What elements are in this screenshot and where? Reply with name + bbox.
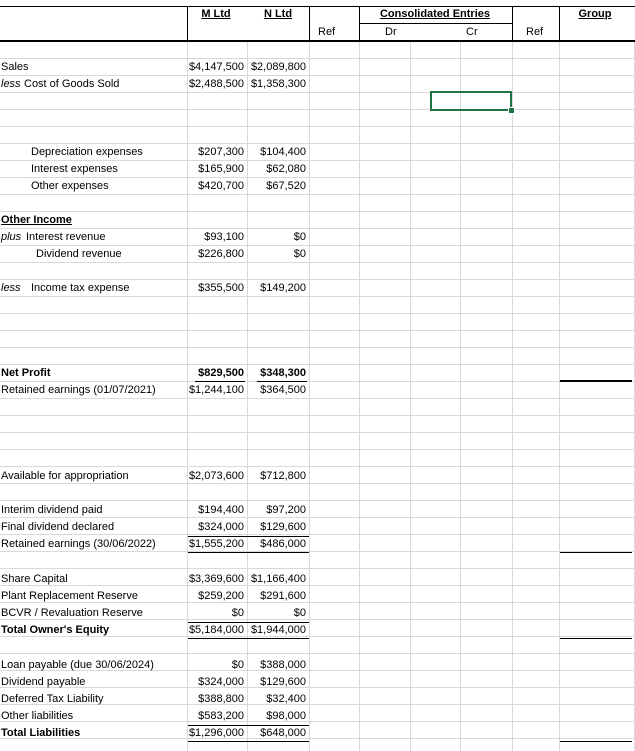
row-total-liab-label[interactable]: Total Liabilities bbox=[1, 727, 81, 739]
total-liab-bottom-border bbox=[188, 741, 309, 742]
row-total-equity-n[interactable]: $1,944,000 bbox=[250, 624, 306, 636]
row-loan-label[interactable]: Loan payable (due 30/06/2024) bbox=[1, 659, 154, 671]
row-loan-m[interactable]: $0 bbox=[231, 659, 244, 671]
total-liab-top-border bbox=[188, 725, 309, 726]
grid-row-line bbox=[0, 347, 635, 348]
grid-column-line bbox=[309, 41, 310, 751]
row-interest-rev-m[interactable]: $93,100 bbox=[204, 231, 244, 243]
fill-handle[interactable] bbox=[508, 107, 515, 114]
header-top-border bbox=[0, 6, 635, 7]
header-divider-1 bbox=[187, 6, 188, 42]
row-interest-rev-label[interactable]: Interest revenue bbox=[26, 231, 106, 243]
row-interest-exp-label[interactable]: Interest expenses bbox=[31, 163, 118, 175]
re-close-top-border bbox=[188, 536, 309, 537]
grid-row-line bbox=[0, 721, 635, 722]
total-equity-top-border bbox=[188, 622, 309, 623]
grid-row-line bbox=[0, 687, 635, 688]
grid-row-line bbox=[0, 211, 635, 212]
grid-row-line bbox=[0, 109, 635, 110]
header-ref-2[interactable]: Ref bbox=[526, 26, 544, 38]
row-div-payable-m[interactable]: $324,000 bbox=[198, 676, 244, 688]
row-interest-rev-prefix[interactable]: plus bbox=[1, 231, 22, 243]
row-dividend-rev-m[interactable]: $226,800 bbox=[198, 248, 244, 260]
re-close-bottom-border bbox=[188, 552, 309, 553]
row-re-close-label[interactable]: Retained earnings (30/06/2022) bbox=[1, 538, 156, 550]
grid-column-line bbox=[460, 41, 461, 751]
grid-row-line bbox=[0, 58, 635, 59]
row-interim-div-m[interactable]: $194,400 bbox=[198, 504, 244, 516]
total-equity-bottom-border bbox=[188, 638, 309, 639]
grid-column-line bbox=[359, 41, 360, 751]
grid-row-line bbox=[0, 432, 635, 433]
grid-row-line bbox=[0, 313, 635, 314]
grid-row-line bbox=[0, 415, 635, 416]
row-re-open-label[interactable]: Retained earnings (01/07/2021) bbox=[1, 384, 156, 396]
grid-row-line bbox=[0, 568, 635, 569]
row-cogs-m[interactable]: $2,488,500 bbox=[188, 78, 244, 90]
row-net-profit-m[interactable]: $829,500 bbox=[198, 367, 244, 379]
row-other-income-label[interactable]: Other Income bbox=[1, 214, 72, 226]
row-total-liab-m[interactable]: $1,296,000 bbox=[188, 727, 244, 739]
row-interest-exp-m[interactable]: $165,900 bbox=[198, 163, 244, 175]
row-total-equity-m[interactable]: $5,184,000 bbox=[188, 624, 244, 636]
row-cogs-n[interactable]: $1,358,300 bbox=[250, 78, 306, 90]
grid-column-line bbox=[410, 41, 411, 751]
row-other-liab-n[interactable]: $98,000 bbox=[266, 710, 306, 722]
row-available-label[interactable]: Available for appropriation bbox=[1, 470, 129, 482]
grid-row-line bbox=[0, 500, 635, 501]
header-ref-1[interactable]: Ref bbox=[318, 26, 336, 38]
header-divider-5 bbox=[559, 6, 560, 42]
row-dividend-rev-label[interactable]: Dividend revenue bbox=[36, 248, 122, 260]
row-interest-exp-n[interactable]: $62,080 bbox=[266, 163, 306, 175]
row-final-div-m[interactable]: $324,000 bbox=[198, 521, 244, 533]
row-other-exp-n[interactable]: $67,520 bbox=[266, 180, 306, 192]
selected-cell[interactable] bbox=[430, 91, 512, 111]
row-other-exp-label[interactable]: Other expenses bbox=[31, 180, 109, 192]
row-tax-m[interactable]: $355,500 bbox=[198, 282, 244, 294]
row-total-equity-label[interactable]: Total Owner's Equity bbox=[1, 624, 110, 636]
grid-row-line bbox=[0, 126, 635, 127]
header-dr[interactable]: Dr bbox=[385, 26, 397, 38]
row-div-payable-n[interactable]: $129,600 bbox=[260, 676, 306, 688]
group-total-equity-border bbox=[560, 638, 632, 639]
row-plant-reserve-label[interactable]: Plant Replacement Reserve bbox=[1, 590, 138, 602]
grid-column-line bbox=[247, 41, 248, 751]
grid-row-line bbox=[0, 449, 635, 450]
header-m-ltd[interactable]: M Ltd bbox=[201, 8, 231, 20]
row-share-capital-label[interactable]: Share Capital bbox=[1, 573, 68, 585]
row-other-liab-m[interactable]: $583,200 bbox=[198, 710, 244, 722]
row-share-capital-n[interactable]: $1,166,400 bbox=[250, 573, 306, 585]
row-interim-div-n[interactable]: $97,200 bbox=[266, 504, 306, 516]
row-bcvr-m[interactable]: $0 bbox=[231, 607, 244, 619]
grid-row-line bbox=[0, 653, 635, 654]
row-re-open-n[interactable]: $364,500 bbox=[260, 384, 306, 396]
header-cr[interactable]: Cr bbox=[466, 26, 478, 38]
grid-column-line bbox=[559, 41, 560, 751]
consolidated-underline bbox=[359, 23, 513, 24]
row-net-profit-n[interactable]: $348,300 bbox=[260, 367, 306, 379]
row-interim-div-label[interactable]: Interim dividend paid bbox=[1, 504, 103, 516]
row-bcvr-n[interactable]: $0 bbox=[293, 607, 306, 619]
header-divider-2 bbox=[309, 6, 310, 42]
row-re-close-n[interactable]: $486,000 bbox=[260, 538, 306, 550]
row-tax-n[interactable]: $149,200 bbox=[260, 282, 306, 294]
row-bcvr-label[interactable]: BCVR / Revaluation Reserve bbox=[1, 607, 143, 619]
grid-row-line bbox=[0, 330, 635, 331]
row-depreciation-m[interactable]: $207,300 bbox=[198, 146, 244, 158]
row-depreciation-label[interactable]: Depreciation expenses bbox=[31, 146, 143, 158]
header-bottom-border bbox=[0, 40, 635, 42]
row-total-liab-n[interactable]: $648,000 bbox=[260, 727, 306, 739]
row-tax-prefix[interactable]: less bbox=[1, 282, 21, 294]
row-final-div-n[interactable]: $129,600 bbox=[260, 521, 306, 533]
header-n-ltd[interactable]: N Ltd bbox=[263, 8, 293, 20]
header-group[interactable]: Group bbox=[578, 8, 612, 20]
header-divider-3 bbox=[359, 6, 360, 42]
row-sales-m[interactable]: $4,147,500 bbox=[188, 61, 244, 73]
group-re-close-border bbox=[560, 552, 632, 553]
grid-row-line bbox=[0, 466, 635, 467]
row-dtl-label[interactable]: Deferred Tax Liability bbox=[1, 693, 104, 705]
row-cogs-label[interactable]: Cost of Goods Sold bbox=[24, 78, 120, 90]
row-div-payable-label[interactable]: Dividend payable bbox=[1, 676, 86, 688]
grid-row-line bbox=[0, 738, 635, 739]
row-interest-rev-n[interactable]: $0 bbox=[293, 231, 306, 243]
row-cogs-prefix[interactable]: less bbox=[1, 78, 21, 90]
grid-row-line bbox=[0, 585, 635, 586]
header-divider-4 bbox=[512, 6, 513, 42]
row-available-n[interactable]: $712,800 bbox=[260, 470, 306, 482]
grid-column-line bbox=[512, 41, 513, 751]
row-available-m[interactable]: $2,073,600 bbox=[188, 470, 244, 482]
row-plant-reserve-n[interactable]: $291,600 bbox=[260, 590, 306, 602]
row-sales-label[interactable]: Sales bbox=[1, 61, 29, 73]
group-total-liab-border bbox=[560, 741, 632, 742]
row-re-open-m[interactable]: $1,244,100 bbox=[188, 384, 244, 396]
row-loan-n[interactable]: $388,000 bbox=[260, 659, 306, 671]
row-dividend-rev-n[interactable]: $0 bbox=[293, 248, 306, 260]
row-sales-n[interactable]: $2,089,800 bbox=[250, 61, 306, 73]
row-tax-label[interactable]: Income tax expense bbox=[31, 282, 130, 294]
header-consolidated-entries[interactable]: Consolidated Entries bbox=[379, 8, 491, 20]
row-final-div-label[interactable]: Final dividend declared bbox=[1, 521, 115, 533]
row-dtl-m[interactable]: $388,800 bbox=[198, 693, 244, 705]
row-plant-reserve-m[interactable]: $259,200 bbox=[198, 590, 244, 602]
grid-row-line bbox=[0, 364, 635, 365]
row-depreciation-n[interactable]: $104,400 bbox=[260, 146, 306, 158]
row-net-profit-label[interactable]: Net Profit bbox=[1, 367, 51, 379]
row-dtl-n[interactable]: $32,400 bbox=[266, 693, 306, 705]
row-other-liab-label[interactable]: Other liabilities bbox=[1, 710, 74, 722]
group-net-profit-border bbox=[560, 380, 632, 382]
row-other-exp-m[interactable]: $420,700 bbox=[198, 180, 244, 192]
row-share-capital-m[interactable]: $3,369,600 bbox=[188, 573, 244, 585]
row-re-close-m[interactable]: $1,555,200 bbox=[188, 538, 244, 550]
